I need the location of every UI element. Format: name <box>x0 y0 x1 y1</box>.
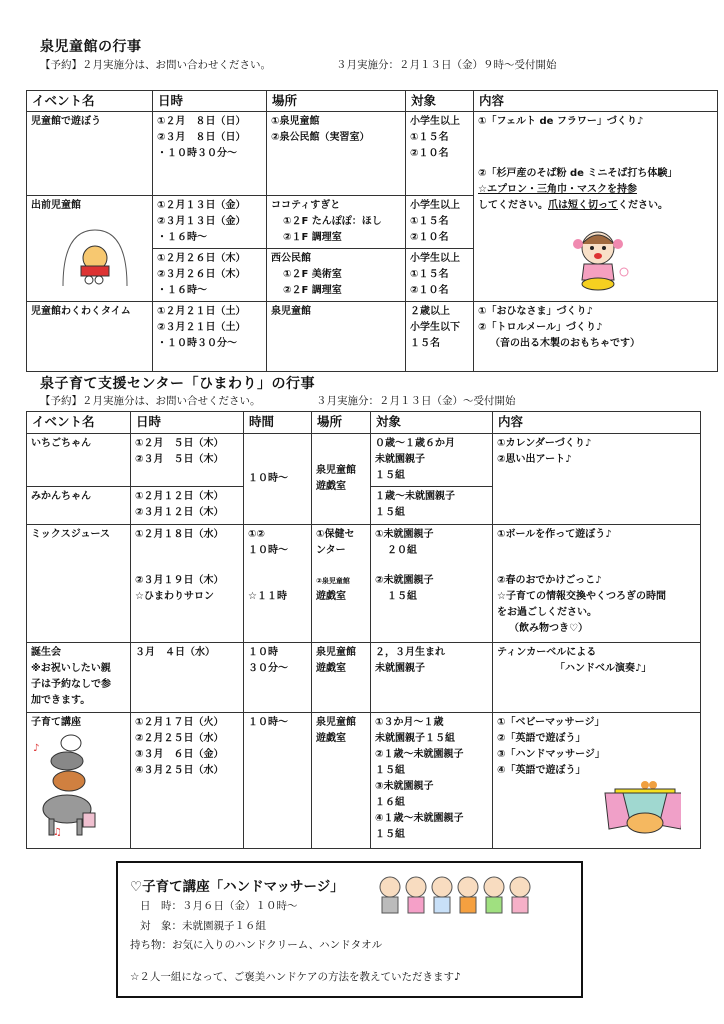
girl-eating-soba-illustration <box>478 214 713 294</box>
event-name: 児童館わくわくタイム <box>27 302 153 372</box>
event-datetime: ①２月１８日（水） ②３月１９日（木） ☆ひまわりサロン <box>131 525 244 643</box>
table-header-row <box>27 412 701 434</box>
col-header-event: イベント名 <box>27 91 153 112</box>
event-place-shared: 泉児童館 遊戯室 <box>312 434 371 525</box>
table-row <box>27 112 718 196</box>
col-header-target: 対象 <box>371 412 493 434</box>
event-name: 子育て講座 ♪ ♫ <box>27 713 131 849</box>
event-target: 小学生以上 ①１５名 ②１０名 <box>406 249 474 302</box>
col-header-target: 対象 <box>406 91 474 112</box>
event-target: ０歳～１歳６か月 未就園親子 １５組 <box>371 434 493 487</box>
event-content: ①ボールを作って遊ぼう♪ ②春のおでかけごっこ♪ ☆子育ての情報交換やくつろぎの時間 をお過ごしください。 （飲み物つき♡） <box>493 525 701 643</box>
col-header-content: 内容 <box>474 91 718 112</box>
jidoukan-events-table <box>26 90 718 372</box>
event-name: 誕生会 ※お祝いしたい親 子は予約なしで参 加できます。 <box>27 643 131 713</box>
section2-note-left: 【予約】２月実施分は、お問い合せください。 <box>40 395 261 407</box>
event-content-shared: ①カレンダーづくり♪ ②思い出アート♪ <box>493 434 701 525</box>
event-target: ２，３月生まれ 未就園親子 <box>371 643 493 713</box>
event-datetime: ①２月 ５日（木） ②３月 ５日（木） <box>131 434 244 487</box>
event-time: １０時～ <box>244 713 312 849</box>
col-header-time: 時間 <box>244 412 312 434</box>
callout-footer: ☆２人一組になって、ご褒美ハンドケアの方法を教えていただきます♪ <box>130 971 461 983</box>
section1-note-left: 【予約】２月実施分は、お問い合わせください。 <box>40 59 271 71</box>
event-time-shared: １０時～ <box>244 434 312 525</box>
hand-massage-callout <box>116 861 583 998</box>
svg-text:♪: ♪ <box>33 743 40 754</box>
col-header-event: イベント名 <box>27 412 131 434</box>
section2-title: 泉子育て支援センター「ひまわり」の行事 <box>40 376 315 392</box>
event-datetime: ①２月 ８日（日） ②３月 ８日（日） ・１０時３０分～ <box>153 112 267 196</box>
event-target: ２歳以上 小学生以下 １５名 <box>406 302 474 372</box>
event-place: 泉児童館 <box>267 302 406 372</box>
col-header-content: 内容 <box>493 412 701 434</box>
event-target: １歳～未就園親子 １５組 <box>371 487 493 525</box>
event-name: ミックスジュース <box>27 525 131 643</box>
event-name: 出前児童館 <box>27 196 153 302</box>
event-place: 西公民館 ①２F 美術室 ②２F 調理室 <box>267 249 406 302</box>
event-datetime: ①２月１７日（火） ②２月２５日（水） ③３月 ６日（金） ④３月２５日（水） <box>131 713 244 849</box>
bremen-musicians-illustration <box>31 731 126 841</box>
svg-text:♫: ♫ <box>53 827 62 838</box>
table-row <box>27 302 718 372</box>
section1-title: 泉児童館の行事 <box>40 39 142 55</box>
callout-items: 持ち物：お気に入りのハンドクリーム、ハンドタオル <box>130 939 383 951</box>
col-header-place: 場所 <box>267 91 406 112</box>
section1-note-right: ３月実施分：２月１３日（金）９時～受付開始 <box>336 59 557 71</box>
event-place: ココティすぎと ①２F たんぽぽ：ほし ②１F 調理室 <box>267 196 406 249</box>
himawari-events-table <box>26 411 701 849</box>
event-target: 小学生以上 ①１５名 ②１０名 <box>406 196 474 249</box>
callout-target: 対 象：未就園親子１６組 <box>140 920 266 932</box>
section2-note-right: ３月実施分：２月１３日（金）～受付開始 <box>316 395 516 407</box>
event-place: ①保健セ ンター ②泉児童館 遊戯室 <box>312 525 371 643</box>
table-row <box>27 525 701 643</box>
event-datetime: ①２月２６日（木） ②３月２６日（木） ・１６時～ <box>153 249 267 302</box>
col-header-datetime: 日時 <box>153 91 267 112</box>
col-header-datetime: 日時 <box>131 412 244 434</box>
event-content: ①「ベビーマッサージ」 ②「英語で遊ぼう」 ③「ハンドマッサージ」 ④「英語で遊ぼう」 <box>493 713 701 849</box>
table-header-row <box>27 91 718 112</box>
table-row <box>27 713 701 849</box>
snow-hut-cat-illustration <box>31 214 148 294</box>
event-name: みかんちゃん <box>27 487 131 525</box>
cat-under-kotatsu-illustration <box>497 779 696 839</box>
event-target: ①未就園親子 ２０組 ②未就園親子 １５組 <box>371 525 493 643</box>
event-datetime: ①２月１２日（木） ②３月１２日（木） <box>131 487 244 525</box>
event-name: 児童館で遊ぼう <box>27 112 153 196</box>
event-name: いちごちゃん <box>27 434 131 487</box>
table-row <box>27 643 701 713</box>
col-header-place: 場所 <box>312 412 371 434</box>
event-datetime: ①２月２１日（土） ②３月２１日（土） ・１０時３０分～ <box>153 302 267 372</box>
event-target: 小学生以上 ①１５名 ②１０名 <box>406 112 474 196</box>
event-time: ①② １０時～ ☆１１時 <box>244 525 312 643</box>
event-datetime: ３月 ４日（水） <box>131 643 244 713</box>
event-place: 泉児童館 遊戯室 <box>312 713 371 849</box>
event-time: １０時 ３０分～ <box>244 643 312 713</box>
callout-title: ♡子育て講座「ハンドマッサージ」 <box>130 879 344 895</box>
event-place: 泉児童館 遊戯室 <box>312 643 371 713</box>
event-content: ティンカーベルによる 「ハンドベル演奏♪」 <box>493 643 701 713</box>
children-holding-hands-illustration <box>376 875 536 929</box>
event-target: ①３か月～１歳 未就園親子１５組 ②１歳～未就園親子 １５組 ③未就園親子 １６組 ④１歳～未就園親子 １５組 <box>371 713 493 849</box>
callout-datetime: 日 時：３月６日（金）１０時～ <box>140 900 298 912</box>
table-row <box>27 434 701 487</box>
event-place: ①泉児童館 ②泉公民館（実習室） <box>267 112 406 196</box>
event-datetime: ①２月１３日（金） ②３月１３日（金） ・１６時～ <box>153 196 267 249</box>
event-content-merged: ①「フェルト de フラワー」づくり♪ ②「杉戸産のそば粉 de ミニそば打ち体験」 ☆エプロン・三角巾・マスクを持参 してください。爪は短く切ってください。 <box>474 112 718 302</box>
event-content: ①「おひなさま」づくり♪ ②「トロルメール」づくり♪ （音の出る木製のおもちゃです） <box>474 302 718 372</box>
